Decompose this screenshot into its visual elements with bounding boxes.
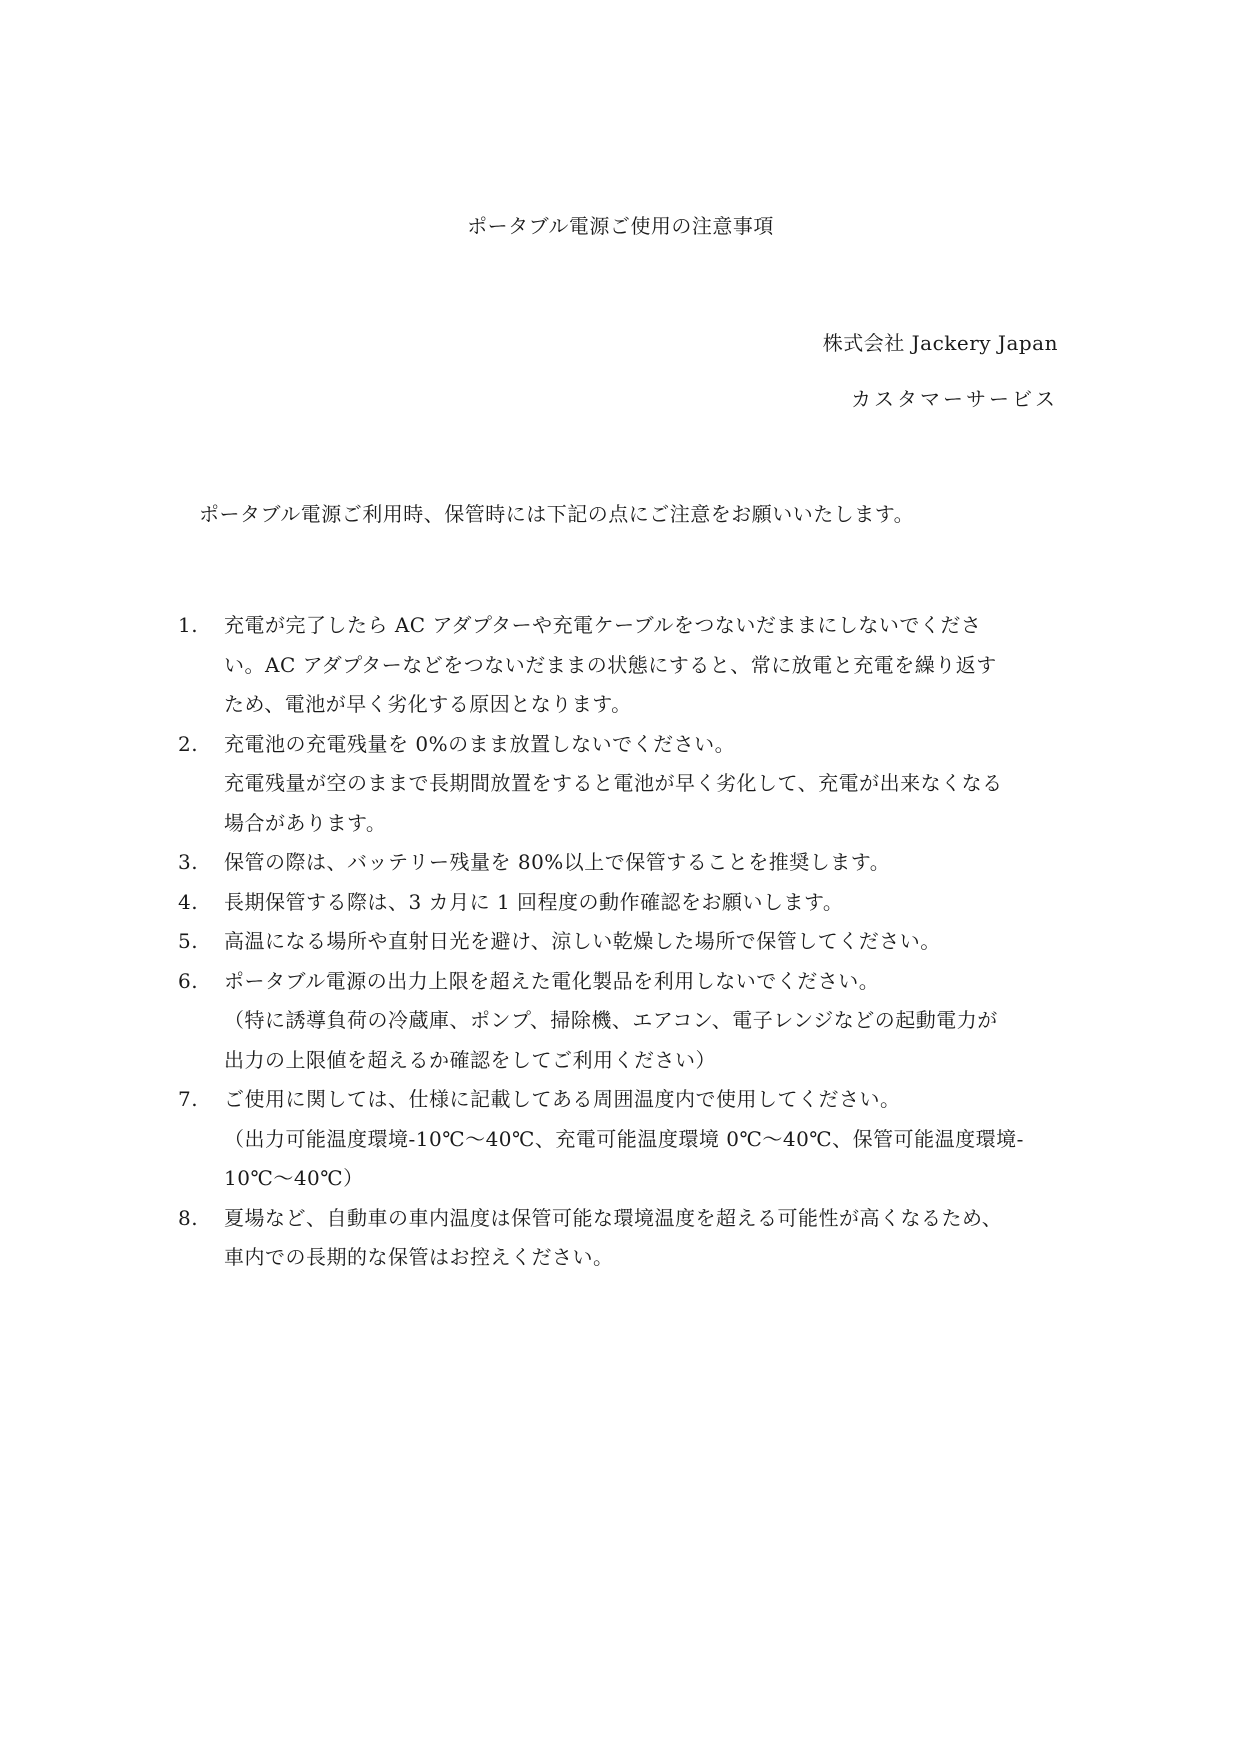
item-number: 2. (178, 731, 199, 756)
item-number: 4. (178, 889, 199, 914)
notice-item (0, 962, 1241, 1081)
notice-item (0, 922, 1241, 962)
item-text-line: 出力の上限値を超えるか確認をしてご利用ください） (224, 1047, 716, 1072)
item-text-line: 長期保管する際は、3 カ月に 1 回程度の動作確認をお願いします。 (224, 889, 844, 914)
notice-item (0, 606, 1241, 725)
item-text-line: （出力可能温度環境-10℃～40℃、充電可能温度環境 0℃～40℃、保管可能温度環境- (224, 1126, 1024, 1151)
item-number: 8. (178, 1205, 199, 1230)
item-text-line: 車内での長期的な保管はお控えください。 (224, 1245, 614, 1269)
item-text-line: ご使用に関しては、仕様に記載してある周囲温度内で使用してください。 (224, 1087, 901, 1111)
item-text-line: ポータブル電源の出力上限を超えた電化製品を利用しないでください。 (224, 968, 880, 993)
item-text-line: 充電残量が空のままで長期間放置をすると電池が早く劣化して、充電が出来なくなる (224, 771, 1003, 795)
document-title: ポータブル電源ご使用の注意事項 (467, 214, 774, 238)
notice-item (0, 1080, 1241, 1199)
department-name: カスタマーサービス (851, 387, 1058, 411)
item-number: 3. (178, 850, 199, 874)
item-text-line: 保管の際は、バッテリー残量を 80%以上で保管することを推奨します。 (224, 850, 891, 874)
notice-list (0, 606, 1241, 1278)
intro-paragraph: ポータブル電源ご利用時、保管時には下記の点にご注意をお願いいたします。 (199, 502, 915, 526)
item-text-line: 夏場など、自動車の車内温度は保管可能な環境温度を超える可能性が高くなるため、 (224, 1205, 1003, 1230)
item-number: 5. (178, 929, 199, 953)
item-text-line: 場合があります。 (224, 810, 387, 835)
item-text-line: 充電池の充電残量を 0%のまま放置しないでください。 (224, 731, 736, 756)
item-text-line: い。AC アダプターなどをつないだままの状態にすると、常に放電と充電を繰り返す (224, 652, 997, 677)
item-number: 6. (178, 968, 199, 993)
item-text-line: 10℃～40℃） (224, 1166, 364, 1190)
item-text-line: 高温になる場所や直射日光を避け、涼しい乾燥した場所で保管してください。 (224, 929, 941, 953)
item-number: 7. (178, 1087, 199, 1111)
notice-item (0, 843, 1241, 883)
notice-item (0, 1199, 1241, 1278)
item-text-line: （特に誘導負荷の冷蔵庫、ポンプ、掃除機、エアコン、電子レンジなどの起動電力が (224, 1008, 998, 1032)
notice-item (0, 725, 1241, 844)
item-number: 1. (178, 613, 199, 637)
item-text-line: ため、電池が早く劣化する原因となります。 (224, 692, 632, 716)
notice-item (0, 883, 1241, 923)
item-text-line: 充電が完了したら AC アダプターや充電ケーブルをつないだままにしないでくださ (224, 613, 982, 637)
company-name: 株式会社 Jackery Japan (822, 331, 1058, 355)
